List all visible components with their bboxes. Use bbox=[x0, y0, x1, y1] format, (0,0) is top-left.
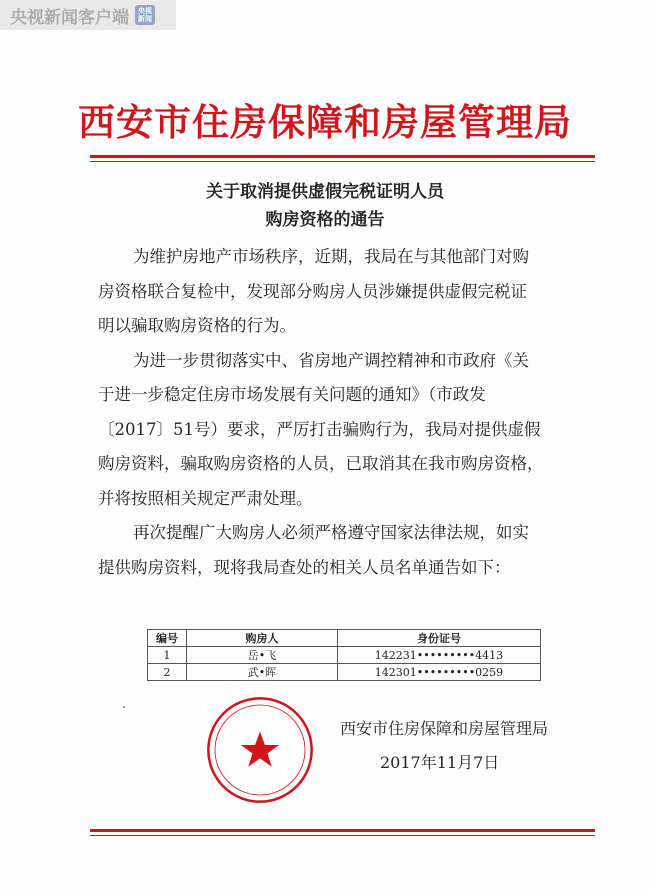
speck bbox=[123, 706, 125, 708]
red-rule-top-thin bbox=[90, 161, 595, 162]
signature-agency: 西安市住房保障和房屋管理局 bbox=[340, 719, 549, 738]
paragraph-1: 为维护房地产市场秩序，近期，我局在与其他部门对购 房资格联合复检中，发现部分购房人员涉嫌提供虚假完税证 明以骗取购房资格的行为。 bbox=[98, 247, 529, 335]
signature-date: 2017年11月7日 bbox=[380, 753, 500, 772]
notice-body bbox=[98, 240, 578, 585]
notice-title-line2: 购房资格的通告 bbox=[265, 210, 385, 230]
table-row: 2 武•晖 142301•••••••••0259 bbox=[148, 664, 541, 681]
red-rule-bottom bbox=[90, 829, 595, 832]
table-header-row: 编号 购房人 身份证号 bbox=[148, 630, 541, 647]
buyer-table bbox=[147, 629, 541, 681]
paragraph-3: 再次提醒广大购房人必须严格遵守国家法律法规，如实 提供购房资料，现将我局查处的相关人员名单通告如下： bbox=[98, 523, 529, 577]
red-rule-top bbox=[90, 155, 595, 158]
cctv-news-logo-icon: 央视新闻 bbox=[135, 5, 155, 25]
table-row: 1 岳•飞 142231•••••••••4413 bbox=[148, 647, 541, 664]
red-rule-bottom-thin bbox=[90, 835, 595, 836]
notice-title-line1: 关于取消提供虚假完税证明人员 bbox=[206, 182, 444, 202]
watermark: 央视新闻客户端 央视新闻 bbox=[0, 0, 176, 30]
agency-header: 西安市住房保障和房屋管理局 bbox=[78, 100, 572, 144]
paragraph-2: 为进一步贯彻落实中、省房地产调控精神和市政府《关 于进一步稳定住房市场发展有关问题的通知》（市政发 〔2017〕51号）要求，严厉打击骗购行为，我局对提供虚假 购房资料，骗取购房资格的人员，已取消其在我市购房资格， 并将按照相关规定严肃处理。 bbox=[98, 350, 544, 508]
official-seal-icon bbox=[205, 695, 315, 805]
